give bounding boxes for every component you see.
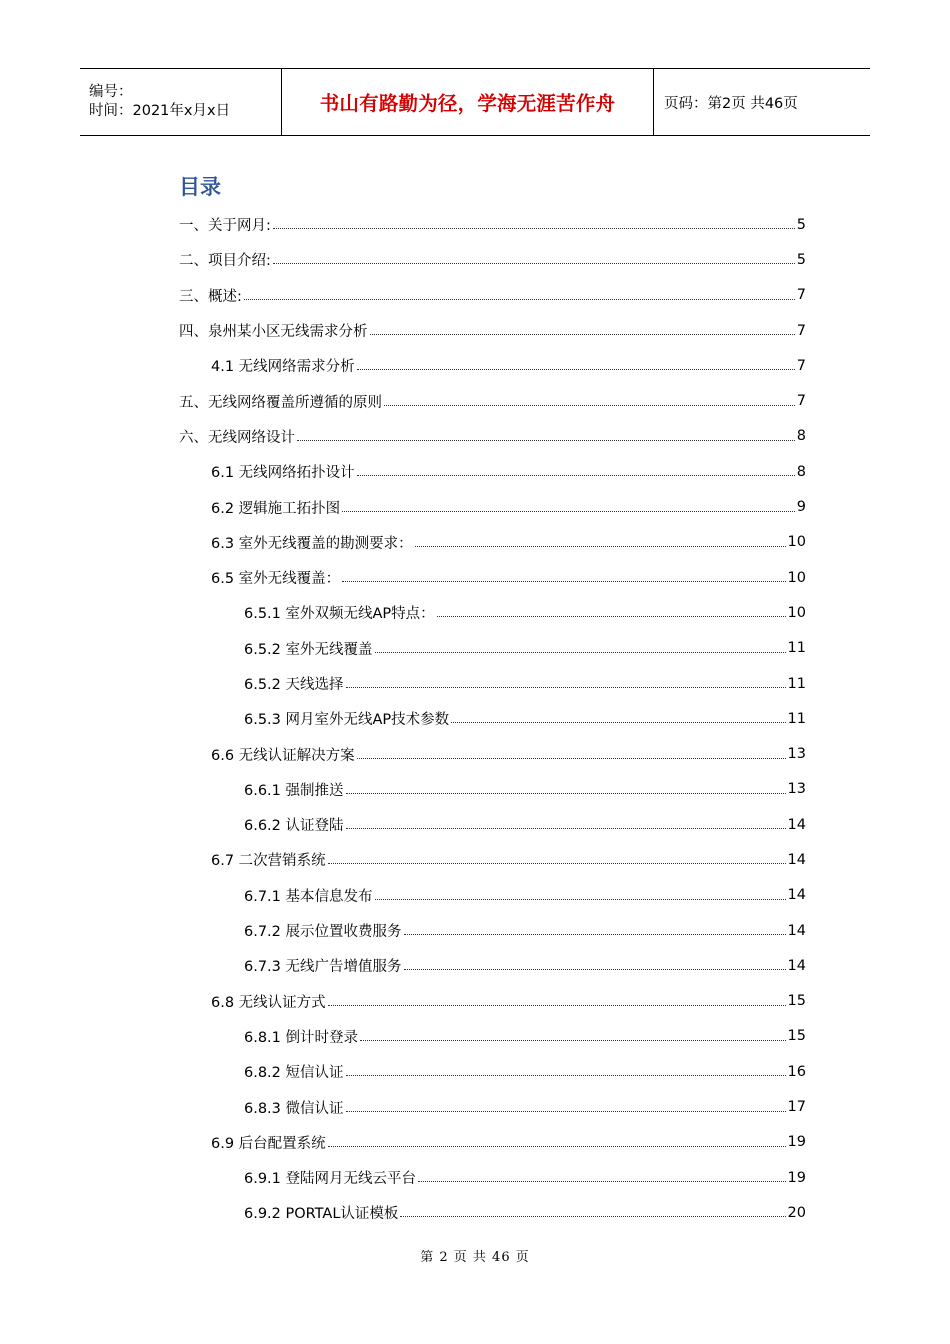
toc-entry[interactable]: [179, 1019, 806, 1054]
toc-entry-page: 19: [787, 1134, 806, 1151]
toc-entry[interactable]: [179, 878, 806, 913]
toc-entry-page: 7: [796, 393, 806, 410]
toc-leader-dots: [375, 899, 786, 900]
toc-entry-label: 二、项目介绍:: [179, 249, 273, 270]
toc-entry-label: 6.2 逻辑施工拓扑图: [211, 497, 342, 518]
toc-leader-dots: [328, 1005, 786, 1006]
toc-entry[interactable]: [179, 736, 806, 771]
toc-leader-dots: [346, 828, 786, 829]
toc-leader-dots: [437, 616, 786, 617]
toc-entry-label: 六、无线网络设计: [179, 426, 297, 447]
toc-entry-page: 11: [787, 675, 806, 692]
toc-leader-dots: [357, 758, 786, 759]
toc-entry-label: 6.8.3 微信认证: [244, 1097, 346, 1118]
toc-entry-page: 10: [787, 534, 806, 551]
toc-entry-page: 7: [796, 322, 806, 339]
toc-entry-page: 7: [796, 287, 806, 304]
header-time: 时间：2021年x月x日: [89, 103, 231, 119]
toc-leader-dots: [415, 546, 786, 547]
toc-title: 目录: [179, 175, 221, 199]
toc-entry-label: 6.7.1 基本信息发布: [244, 885, 375, 906]
toc-entry[interactable]: [179, 560, 806, 595]
toc-entry-label: 五、无线网络覆盖所遵循的原则: [179, 391, 384, 412]
header-meta: [80, 69, 281, 135]
toc-entry-label: 一、关于网月:: [179, 214, 273, 235]
toc-entry-page: 8: [796, 463, 806, 480]
toc-entry[interactable]: [179, 383, 806, 418]
toc-entry[interactable]: [179, 419, 806, 454]
toc-entry-page: 15: [787, 1028, 806, 1045]
toc-entry[interactable]: [179, 1160, 806, 1195]
toc-entry-label: 6.9 后台配置系统: [211, 1132, 328, 1153]
toc-entry-page: 11: [787, 710, 806, 727]
toc-entry-page: 14: [787, 816, 806, 833]
toc-entry[interactable]: [179, 913, 806, 948]
header-number: 编号：: [89, 84, 133, 100]
toc-entry-page: 13: [787, 781, 806, 798]
toc-entry[interactable]: [179, 454, 806, 489]
toc-entry[interactable]: [179, 489, 806, 524]
toc-leader-dots: [400, 1216, 785, 1217]
toc-entry-label: 6.7.3 无线广告增值服务: [244, 955, 404, 976]
toc-entry-label: 6.9.1 登陆网月无线云平台: [244, 1167, 418, 1188]
toc-entry-page: 5: [796, 251, 806, 268]
toc-entry[interactable]: [179, 666, 806, 701]
toc-leader-dots: [357, 369, 795, 370]
toc-entry[interactable]: [179, 701, 806, 736]
toc-entry-page: 11: [787, 640, 806, 657]
toc-entry-page: 10: [787, 604, 806, 621]
toc-entry-label: 6.5.1 室外双频无线AP特点：: [244, 602, 437, 623]
header-page-info: 页码：第2页 共46页: [664, 95, 798, 112]
toc-entry-page: 14: [787, 887, 806, 904]
toc-entry[interactable]: [179, 242, 806, 277]
toc-entry-page: 20: [787, 1204, 806, 1221]
toc-leader-dots: [244, 299, 795, 300]
toc-entry[interactable]: [179, 595, 806, 630]
toc-leader-dots: [404, 969, 786, 970]
toc-leader-dots: [346, 1075, 786, 1076]
toc-entry-label: 6.5.3 网月室外无线AP技术参数: [244, 708, 451, 729]
toc-leader-dots: [346, 793, 786, 794]
toc-entry-label: 三、概述:: [179, 285, 244, 306]
toc-entry[interactable]: [179, 278, 806, 313]
toc-leader-dots: [418, 1181, 786, 1182]
toc-entry[interactable]: [179, 313, 806, 348]
toc-leader-dots: [342, 581, 785, 582]
toc-entry-label: 6.5.2 室外无线覆盖: [244, 638, 375, 659]
toc-entry-label: 6.7 二次营销系统: [211, 849, 328, 870]
toc-entry-label: 四、泉州某小区无线需求分析: [179, 320, 370, 341]
page-header: [80, 68, 870, 136]
toc-entry-page: 7: [796, 357, 806, 374]
toc-entry-label: 6.8.1 倒计时登录: [244, 1026, 360, 1047]
toc-leader-dots: [328, 863, 786, 864]
toc-entry[interactable]: [179, 807, 806, 842]
toc-entry[interactable]: [179, 348, 806, 383]
toc-entry-label: 6.8.2 短信认证: [244, 1061, 346, 1082]
toc-entry-label: 6.6.1 强制推送: [244, 779, 346, 800]
toc-leader-dots: [375, 652, 786, 653]
toc-entry-label: 6.5 室外无线覆盖：: [211, 567, 342, 588]
header-motto: 书山有路勤为径，学海无涯苦作舟: [281, 69, 654, 135]
toc-leader-dots: [360, 1040, 786, 1041]
toc-leader-dots: [370, 334, 795, 335]
toc-entry[interactable]: [179, 984, 806, 1019]
toc-entry-page: 16: [787, 1063, 806, 1080]
toc-entry-label: 6.1 无线网络拓扑设计: [211, 461, 357, 482]
toc-entry[interactable]: [179, 1054, 806, 1089]
toc-entry-label: 6.7.2 展示位置收费服务: [244, 920, 404, 941]
toc-entry-page: 5: [796, 216, 806, 233]
toc-entry-page: 14: [787, 851, 806, 868]
table-of-contents: [179, 207, 806, 1231]
toc-entry[interactable]: [179, 207, 806, 242]
toc-entry-page: 14: [787, 922, 806, 939]
toc-leader-dots: [346, 1111, 786, 1112]
toc-entry-label: 6.6.2 认证登陆: [244, 814, 346, 835]
toc-leader-dots: [297, 440, 795, 441]
toc-entry-label: 6.6 无线认证解决方案: [211, 744, 357, 765]
toc-entry-page: 15: [787, 993, 806, 1010]
toc-leader-dots: [328, 1146, 786, 1147]
toc-entry-label: 4.1 无线网络需求分析: [211, 355, 357, 376]
toc-entry-page: 17: [787, 1099, 806, 1116]
toc-leader-dots: [357, 475, 795, 476]
toc-leader-dots: [273, 263, 795, 264]
toc-entry-page: 14: [787, 957, 806, 974]
toc-leader-dots: [342, 511, 795, 512]
toc-entry-label: 6.3 室外无线覆盖的勘测要求：: [211, 532, 415, 553]
toc-leader-dots: [273, 228, 795, 229]
toc-entry[interactable]: [179, 842, 806, 877]
toc-entry-page: 10: [787, 569, 806, 586]
toc-entry[interactable]: [179, 1125, 806, 1160]
page-footer: 第 2 页 共 46 页: [420, 1250, 530, 1265]
toc-leader-dots: [384, 405, 795, 406]
toc-entry-label: 6.8 无线认证方式: [211, 991, 328, 1012]
toc-entry-label: 6.5.2 天线选择: [244, 673, 346, 694]
toc-entry[interactable]: [179, 948, 806, 983]
toc-entry[interactable]: [179, 1195, 806, 1230]
toc-entry[interactable]: [179, 1089, 806, 1124]
toc-entry-page: 9: [796, 499, 806, 516]
toc-leader-dots: [404, 934, 786, 935]
toc-leader-dots: [451, 722, 785, 723]
toc-entry-label: 6.9.2 PORTAL认证模板: [244, 1202, 400, 1223]
toc-entry[interactable]: [179, 772, 806, 807]
toc-leader-dots: [346, 687, 786, 688]
toc-entry-page: 13: [787, 746, 806, 763]
toc-entry-page: 8: [796, 428, 806, 445]
toc-entry[interactable]: [179, 525, 806, 560]
toc-entry-page: 19: [787, 1169, 806, 1186]
toc-entry[interactable]: [179, 631, 806, 666]
